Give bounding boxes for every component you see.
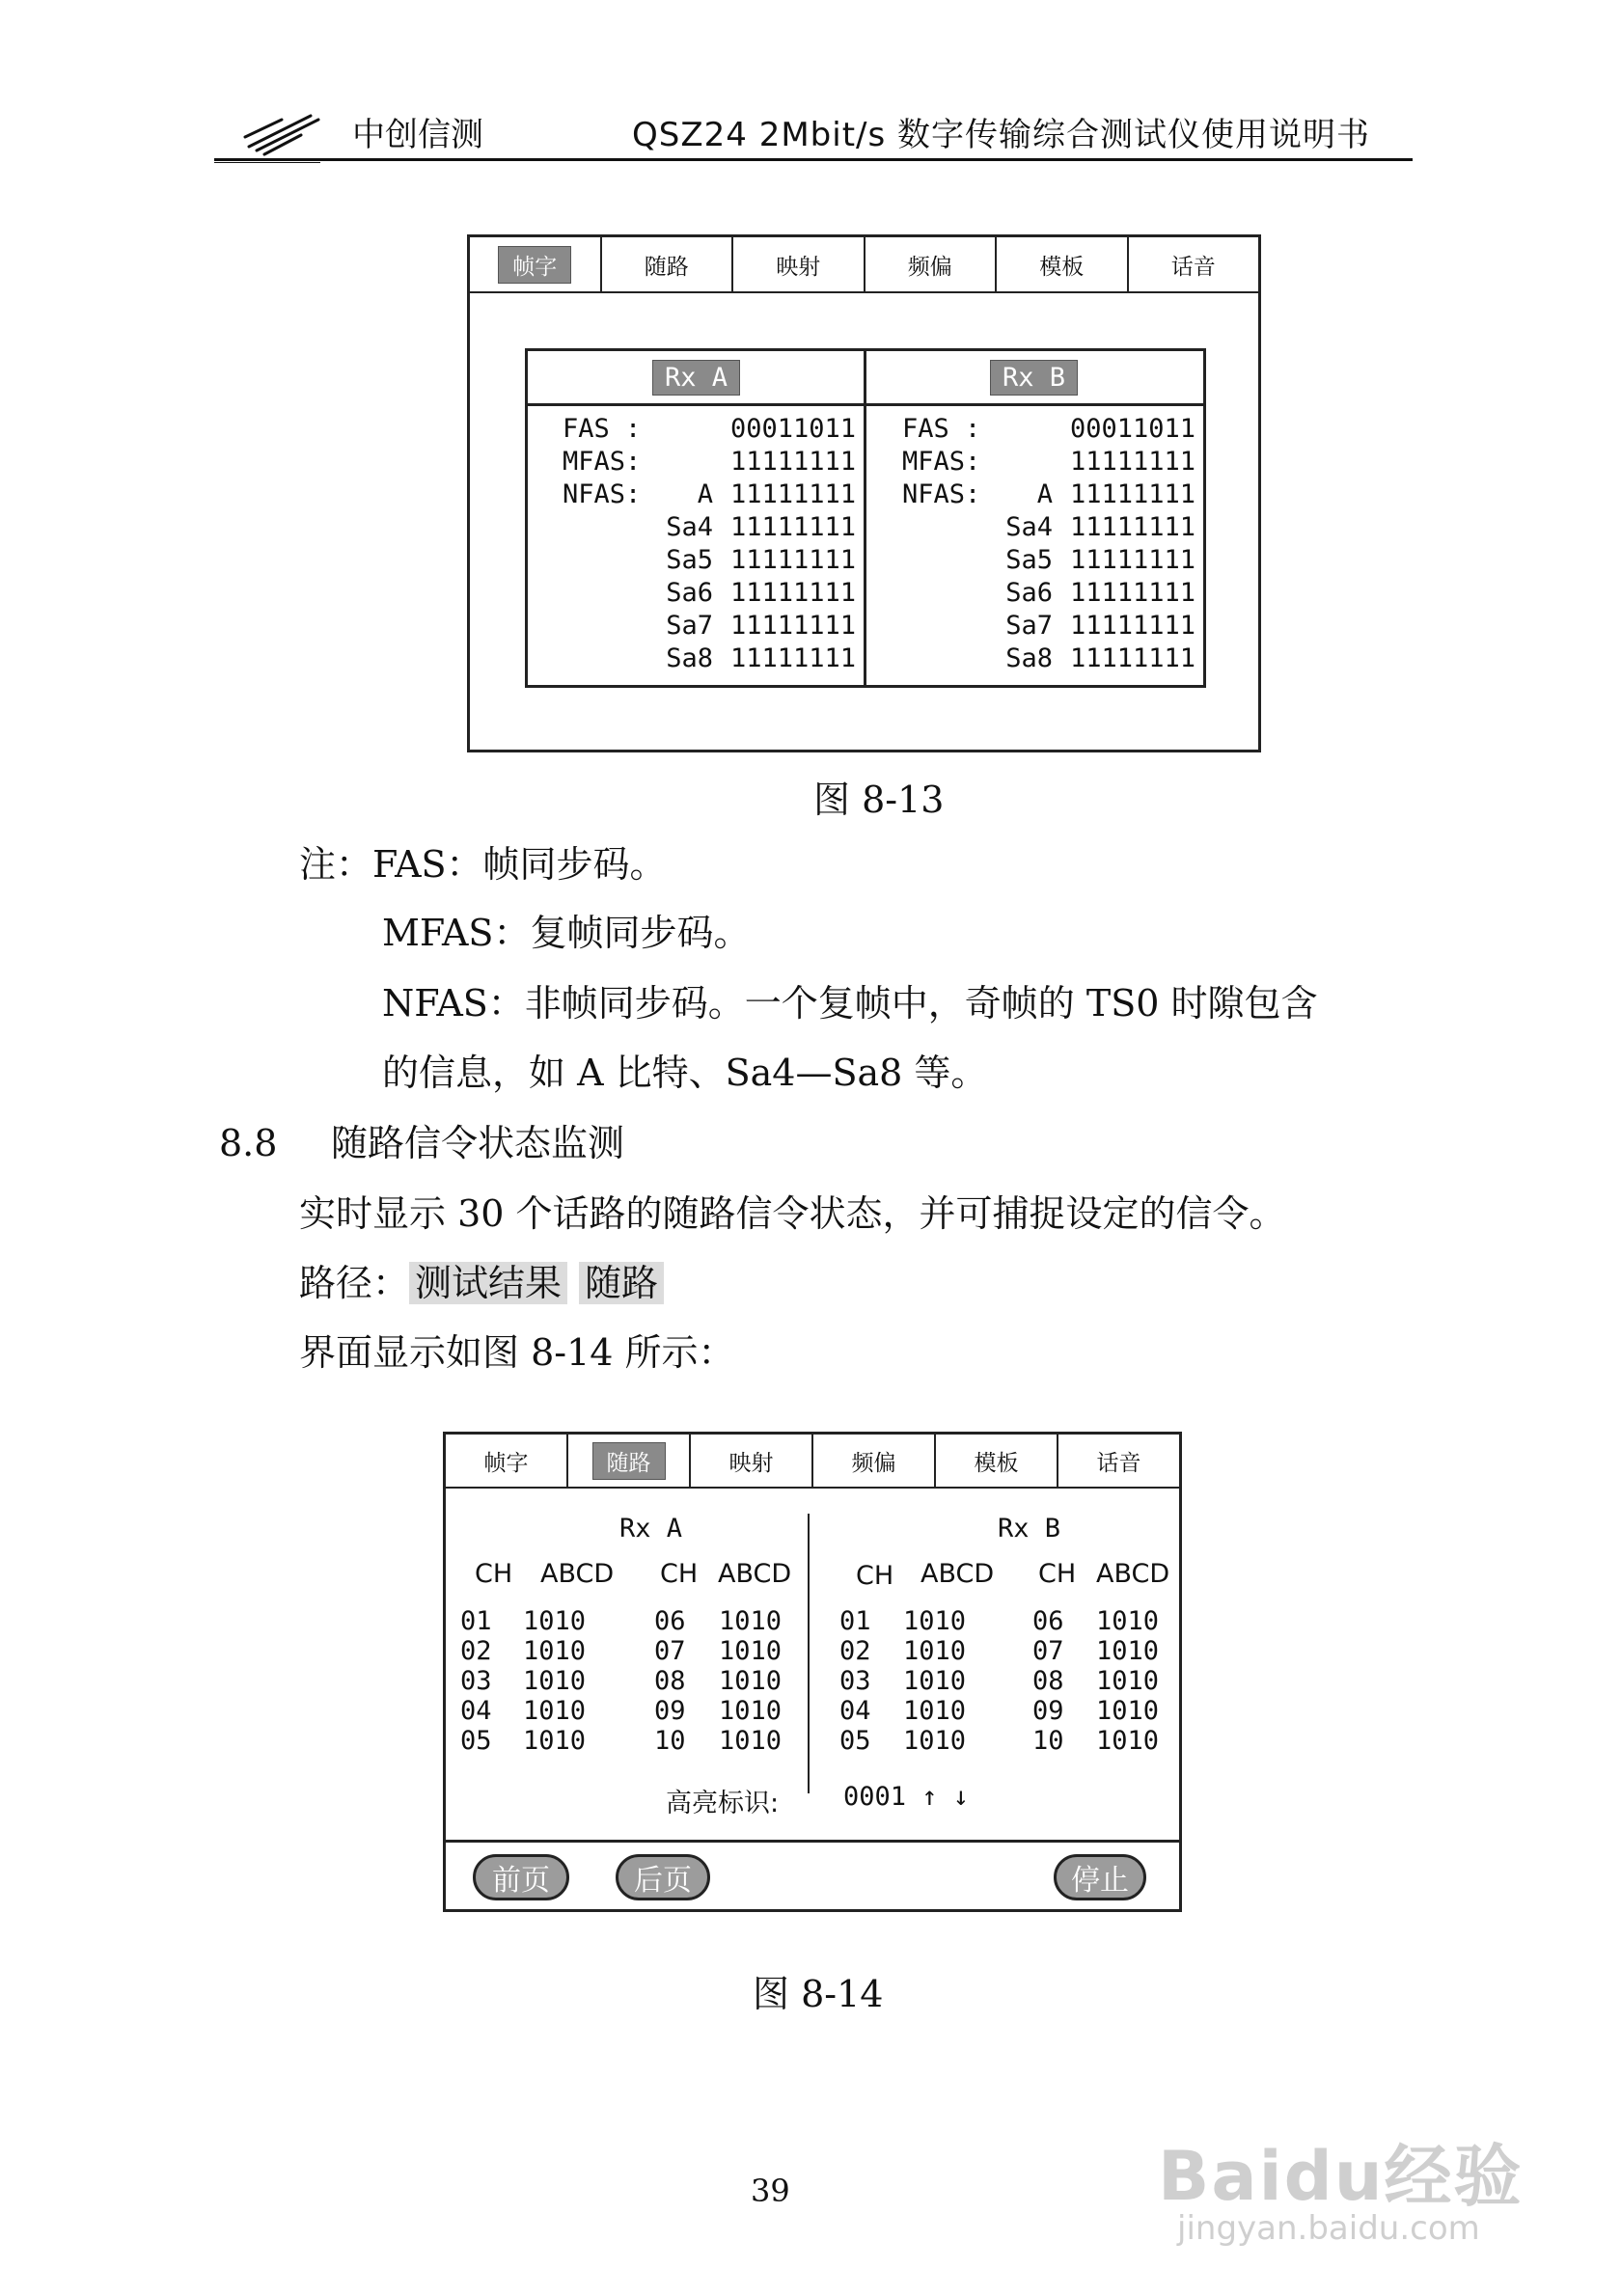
col-abcd: ABCD (718, 1559, 792, 1589)
col-abcd: ABCD (1096, 1559, 1170, 1589)
register-sublabel (630, 413, 730, 446)
section-number: 8.8 (219, 1122, 278, 1164)
section-title: 随路信令状态监测 (331, 1122, 625, 1164)
channel-number: 10 (1032, 1726, 1064, 1756)
note-nfas: NFAS：非帧同步码。一个复帧中，奇帧的 TS0 时隙包含 (382, 982, 1318, 1025)
channel-number: 03 (460, 1666, 492, 1696)
col-abcd: ABCD (540, 1559, 615, 1589)
register-row (902, 511, 1195, 544)
fig13-tab-bar (470, 237, 1258, 293)
channel-number: 09 (654, 1696, 686, 1726)
figure-8-14-caption: 图 8-14 (753, 1973, 884, 2015)
register-value: 11111111 (730, 447, 857, 477)
channel-number: 06 (654, 1606, 686, 1636)
register-label (563, 577, 630, 610)
highlight-value[interactable]: 0001 ↑ ↓ (843, 1782, 970, 1812)
abcd-value: 1010 (523, 1666, 587, 1696)
table-divider (864, 351, 866, 685)
header-title: QSZ24 2Mbit/s 数字传输综合测试仪使用说明书 (632, 116, 1371, 154)
abcd-value: 1010 (523, 1606, 587, 1636)
fig14-tab-bar (446, 1435, 1179, 1489)
figure-8-13-screen (467, 234, 1261, 752)
watermark-brand: Baidu经验 (1158, 2137, 1524, 2216)
register-row (563, 511, 856, 544)
channel-number: 06 (1032, 1606, 1064, 1636)
channel-number: 02 (839, 1636, 871, 1666)
register-label: MFAS: (563, 447, 642, 477)
highlight-label: 高亮标识: (666, 1789, 780, 1818)
abcd-value: 1010 (1096, 1606, 1160, 1636)
register-value: 11111111 (1070, 545, 1196, 575)
register-row (563, 642, 856, 675)
stop-button[interactable]: 停止 (1054, 1854, 1146, 1900)
register-value: 11111111 (1070, 578, 1196, 608)
register-sublabel: A (1036, 479, 1053, 509)
abcd-value: 1010 (903, 1606, 967, 1636)
register-sublabel: Sa7 (666, 611, 713, 641)
col-ch: CH (856, 1561, 894, 1591)
header-rule-accent (214, 162, 320, 163)
fig14-tab-mapping[interactable]: 映射 (691, 1435, 813, 1489)
fig14-tab-freq-offset[interactable]: 频偏 (813, 1435, 936, 1489)
channel-number: 08 (1032, 1666, 1064, 1696)
channel-number: 09 (1032, 1696, 1064, 1726)
abcd-value: 1010 (719, 1726, 783, 1756)
register-sublabel: Sa4 (666, 512, 713, 542)
path-line (299, 1254, 664, 1312)
abcd-value: 1010 (719, 1636, 783, 1666)
rx-a-header: Rx A (528, 351, 865, 406)
register-sublabel (970, 413, 1070, 446)
abcd-value: 1010 (903, 1726, 967, 1756)
register-label (902, 610, 970, 642)
register-row (902, 642, 1195, 675)
abcd-value: 1010 (719, 1606, 783, 1636)
register-value: 00011011 (1070, 414, 1196, 444)
register-row (902, 413, 1195, 446)
company-logo-icon (243, 108, 322, 156)
register-sublabel: Sa7 (1005, 611, 1053, 641)
button-bar-rule (446, 1840, 1179, 1843)
register-label: NFAS: (902, 479, 981, 509)
page-number: 39 (751, 2173, 790, 2209)
prev-page-button[interactable]: 前页 (473, 1854, 569, 1900)
rx-a-registers (563, 413, 856, 675)
register-label: MFAS: (902, 447, 981, 477)
register-sublabel: Sa6 (1005, 578, 1053, 608)
register-sublabel: Sa8 (666, 643, 713, 673)
channel-number: 04 (460, 1696, 492, 1726)
abcd-value: 1010 (1096, 1726, 1160, 1756)
register-row (902, 446, 1195, 478)
register-row (902, 544, 1195, 577)
note-nfas-cont: 的信息，如 A 比特、Sa4—Sa8 等。 (382, 1052, 988, 1094)
register-sublabel (970, 446, 1070, 478)
header-brand: 中创信测 (352, 116, 483, 154)
register-label (563, 642, 630, 675)
rx-b-title: Rx B (998, 1514, 1061, 1544)
channel-number: 01 (460, 1606, 492, 1636)
fig14-tab-voice[interactable]: 话音 (1058, 1435, 1179, 1489)
fig13-tab-mapping[interactable]: 映射 (733, 237, 865, 293)
frame-word-table (525, 348, 1206, 688)
abcd-value: 1010 (903, 1666, 967, 1696)
rx-b-ch-right (1032, 1606, 1064, 1756)
channel-number: 05 (460, 1726, 492, 1756)
register-label (902, 544, 970, 577)
rx-a-abcd-right (719, 1606, 782, 1756)
register-sublabel: Sa5 (1005, 545, 1053, 575)
header-rule (214, 158, 1413, 161)
register-value: 11111111 (1070, 479, 1196, 509)
register-value: 11111111 (730, 578, 857, 608)
register-value: 11111111 (1070, 512, 1196, 542)
watermark-url: jingyan.baidu.com (1177, 2209, 1480, 2248)
section-intro: 界面显示如图 8-14 所示： (299, 1331, 735, 1374)
channel-number: 07 (654, 1636, 686, 1666)
channel-number: 10 (654, 1726, 686, 1756)
register-label (563, 610, 630, 642)
register-sublabel: Sa5 (666, 545, 713, 575)
abcd-value: 1010 (523, 1636, 587, 1666)
rx-a-ch-right (654, 1606, 686, 1756)
register-row (563, 413, 856, 446)
register-label: FAS : (563, 414, 642, 444)
fig13-tab-voice[interactable]: 话音 (1129, 237, 1259, 293)
rx-b-ch-left (839, 1606, 871, 1756)
register-value: 11111111 (730, 512, 857, 542)
abcd-value: 1010 (1096, 1636, 1160, 1666)
register-row (563, 446, 856, 478)
register-label (902, 642, 970, 675)
rx-b-header: Rx B (865, 351, 1203, 406)
register-sublabel (630, 446, 730, 478)
abcd-value: 1010 (523, 1696, 587, 1726)
baidu-watermark (1158, 2084, 1544, 2257)
channel-number: 03 (839, 1666, 871, 1696)
channel-number: 02 (460, 1636, 492, 1666)
channel-number: 08 (654, 1666, 686, 1696)
next-page-button[interactable]: 后页 (616, 1854, 710, 1900)
path-label: 路径： (299, 1262, 410, 1304)
section-description: 实时显示 30 个话路的随路信令状态，并可捕捉设定的信令。 (299, 1192, 1286, 1235)
register-sublabel: Sa4 (1005, 512, 1053, 542)
col-ch: CH (1038, 1559, 1077, 1589)
register-row (902, 577, 1195, 610)
abcd-value: 1010 (903, 1696, 967, 1726)
register-sublabel: Sa8 (1005, 643, 1053, 673)
rx-b-abcd-right (1096, 1606, 1159, 1756)
path-test-results: 测试结果 (409, 1262, 567, 1304)
abcd-value: 1010 (719, 1696, 783, 1726)
abcd-value: 1010 (1096, 1696, 1160, 1726)
abcd-value: 1010 (523, 1726, 587, 1756)
register-value: 11111111 (730, 479, 857, 509)
register-sublabel: A (697, 479, 713, 509)
register-value: 11111111 (730, 545, 857, 575)
figure-8-14-screen (443, 1432, 1182, 1912)
register-label (563, 544, 630, 577)
col-ch: CH (660, 1559, 699, 1589)
fig13-tab-template[interactable]: 模板 (997, 237, 1129, 293)
figure-8-13-caption: 图 8-13 (813, 779, 945, 821)
note-fas: 注：FAS：帧同步码。 (299, 843, 667, 886)
col-ch: CH (475, 1559, 513, 1589)
register-row (563, 544, 856, 577)
channel-number: 01 (839, 1606, 871, 1636)
abcd-value: 1010 (1096, 1666, 1160, 1696)
register-sublabel: Sa6 (666, 578, 713, 608)
register-label (902, 511, 970, 544)
register-row (563, 478, 856, 511)
fig14-tab-template[interactable]: 模板 (936, 1435, 1058, 1489)
register-row (563, 577, 856, 610)
register-value: 11111111 (730, 643, 857, 673)
register-row (902, 610, 1195, 642)
register-label (902, 577, 970, 610)
register-label: NFAS: (563, 479, 642, 509)
rx-divider (808, 1514, 810, 1793)
fig14-tab-frame-word[interactable]: 帧字 (446, 1435, 568, 1489)
path-cas: 随路 (579, 1262, 664, 1304)
channel-number: 05 (839, 1726, 871, 1756)
rx-b-abcd-left (903, 1606, 966, 1756)
register-row (902, 478, 1195, 511)
register-row (563, 610, 856, 642)
channel-number: 04 (839, 1696, 871, 1726)
abcd-value: 1010 (903, 1636, 967, 1666)
fig14-tab-cas[interactable]: 随路 (568, 1435, 691, 1489)
rx-a-ch-left (460, 1606, 492, 1756)
register-label: FAS : (902, 414, 981, 444)
fig13-tab-cas[interactable]: 随路 (602, 237, 734, 293)
register-value: 11111111 (1070, 447, 1196, 477)
fig13-tab-freq-offset[interactable]: 频偏 (865, 237, 998, 293)
col-abcd: ABCD (920, 1559, 995, 1589)
abcd-value: 1010 (719, 1666, 783, 1696)
channel-number: 07 (1032, 1636, 1064, 1666)
fig13-tab-frame-word[interactable]: 帧字 (470, 237, 602, 293)
rx-b-registers (902, 413, 1195, 675)
register-value: 11111111 (1070, 643, 1196, 673)
register-value: 00011011 (730, 414, 857, 444)
register-value: 11111111 (730, 611, 857, 641)
register-value: 11111111 (1070, 611, 1196, 641)
rx-a-title: Rx A (619, 1514, 683, 1544)
rx-a-abcd-left (523, 1606, 586, 1756)
register-label (563, 511, 630, 544)
note-mfas: MFAS：复帧同步码。 (382, 912, 751, 954)
